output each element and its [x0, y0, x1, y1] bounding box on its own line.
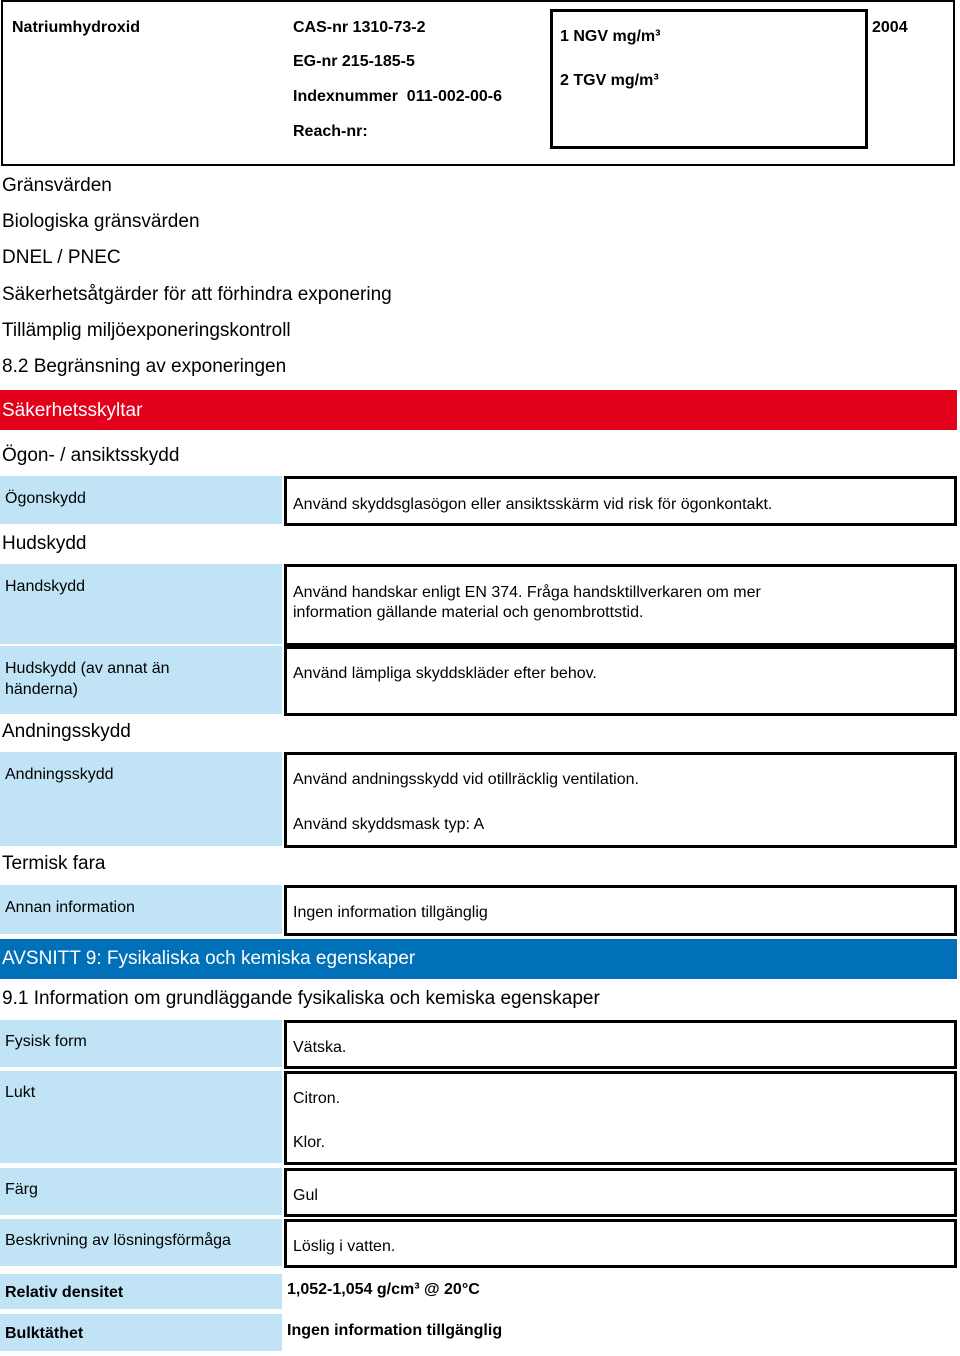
ngv-value: 1 NGV mg/m³	[560, 28, 661, 45]
respiratory-value-line2: Använd skyddsmask typ: A	[293, 816, 485, 833]
bulk-density-value: Ingen information tillgänglig	[287, 1322, 503, 1339]
heading-bio-limits: Biologiska gränsvärden	[2, 211, 200, 232]
color-value-box	[284, 1168, 957, 1217]
odor-value-line1: Citron.	[293, 1090, 341, 1107]
heading-respiratory: Andningsskydd	[2, 721, 131, 742]
heading-exposure-limit: 8.2 Begränsning av exponeringen	[2, 356, 287, 377]
respiratory-label: Andningsskydd	[0, 752, 282, 846]
hand-protection-value-line1: Använd handskar enligt EN 374. Fråga handsktillverkaren om mer	[293, 584, 761, 601]
physical-form-label: Fysisk form	[0, 1020, 282, 1067]
tgv-value: 2 TGV mg/m³	[560, 72, 659, 89]
hand-protection-label: Handskydd	[0, 564, 282, 644]
eye-protection-label: Ögonskydd	[0, 476, 282, 524]
heading-thermal: Termisk fara	[2, 853, 106, 874]
eg-number: EG-nr 215-185-5	[293, 53, 415, 70]
skin-other-value: Använd lämpliga skyddskläder efter behov.	[293, 665, 597, 682]
color-value: Gul	[293, 1187, 318, 1204]
other-info-label: Annan information	[0, 885, 282, 934]
bulk-density-label: Bulktäthet	[0, 1314, 282, 1351]
other-info-value: Ingen information tillgänglig	[293, 904, 488, 921]
heading-skin: Hudskydd	[2, 533, 87, 554]
solubility-value: Löslig i vatten.	[293, 1238, 396, 1255]
skin-other-label: Hudskydd (av annat än händerna)	[0, 646, 282, 714]
eye-protection-value: Använd skyddsglasögon eller ansiktsskärm vid risk för ögonkontakt.	[293, 496, 773, 513]
heading-section91: 9.1 Information om grundläggande fysikaliska och kemiska egenskaper	[2, 988, 600, 1009]
odor-value-box	[284, 1071, 957, 1165]
solubility-label: Beskrivning av lösningsförmåga	[0, 1219, 282, 1266]
physical-form-value-box	[284, 1020, 957, 1069]
index-number: Indexnummer 011-002-00-6	[293, 88, 502, 105]
cas-number: CAS-nr 1310-73-2	[293, 19, 426, 36]
density-value: 1,052-1,054 g/cm³ @ 20°C	[287, 1281, 480, 1298]
density-label: Relativ densitet	[0, 1274, 282, 1309]
heading-eye-face: Ögon- / ansiktsskydd	[2, 445, 180, 466]
heading-safety-measures: Säkerhetsåtgärder för att förhindra exponering	[2, 284, 392, 305]
heading-env-control: Tillämplig miljöexponeringskontroll	[2, 320, 291, 341]
reach-number: Reach-nr:	[293, 123, 368, 140]
color-label: Färg	[0, 1168, 282, 1215]
substance-name: Natriumhydroxid	[12, 19, 141, 36]
heading-section9: AVSNITT 9: Fysikaliska och kemiska egenskaper	[2, 948, 416, 969]
odor-label: Lukt	[0, 1071, 282, 1163]
physical-form-value: Vätska.	[293, 1039, 347, 1056]
respiratory-value-line1: Använd andningsskydd vid otillräcklig ventilation.	[293, 771, 639, 788]
heading-limits: Gränsvärden	[2, 175, 112, 196]
heading-dnel: DNEL / PNEC	[2, 247, 121, 268]
safety-signs-bar	[0, 390, 957, 430]
year: 2004	[872, 19, 908, 36]
odor-value-line2: Klor.	[293, 1134, 326, 1151]
heading-safety-signs: Säkerhetsskyltar	[2, 400, 143, 421]
hand-protection-value-line2: information gällande material och genombrottstid.	[293, 604, 644, 621]
